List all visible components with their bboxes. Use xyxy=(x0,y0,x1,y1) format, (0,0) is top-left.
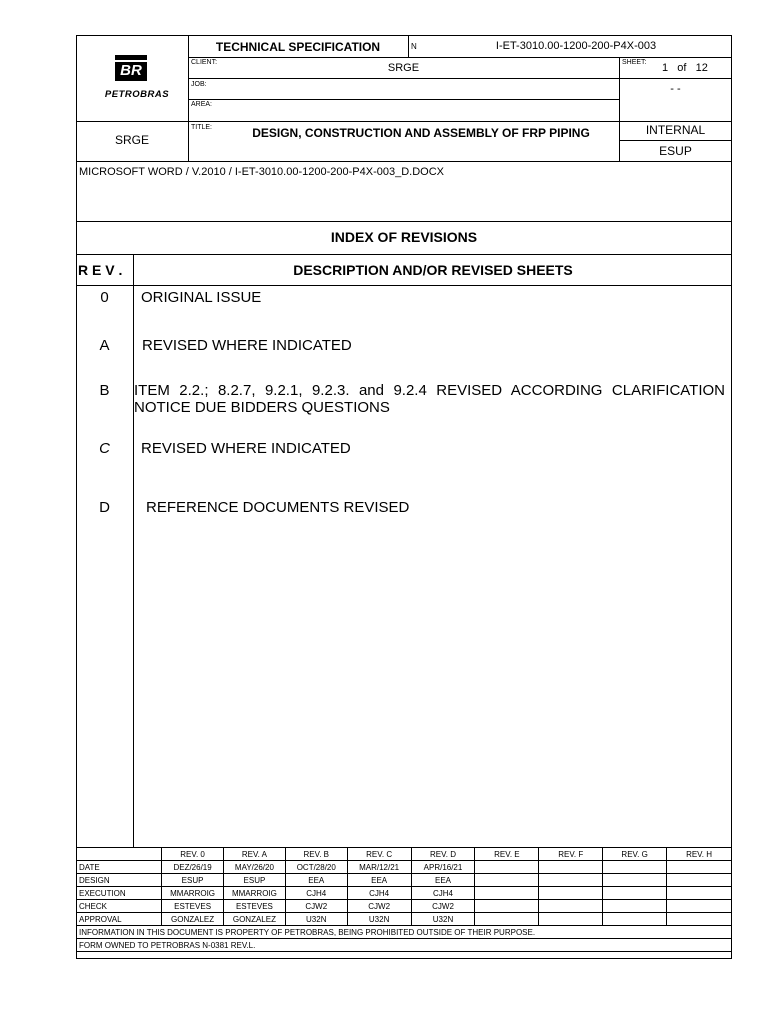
table-cell: CJH4 xyxy=(411,887,475,900)
table-row xyxy=(77,913,732,926)
table-cell: MMARROIG xyxy=(224,887,286,900)
col-rev-c: REV. C xyxy=(347,848,411,861)
table-cell xyxy=(667,887,732,900)
job-label: JOB: xyxy=(191,81,207,88)
rev-code-d: D xyxy=(99,499,110,516)
table-row xyxy=(77,887,732,900)
table-cell xyxy=(603,874,667,887)
table-cell: EEA xyxy=(347,874,411,887)
sheet-label: SHEET: xyxy=(622,59,647,66)
rev-desc-0: ORIGINAL ISSUE xyxy=(141,289,262,306)
table-cell: ESTEVES xyxy=(162,900,224,913)
col-rev-g: REV. G xyxy=(603,848,667,861)
table-cell xyxy=(603,900,667,913)
table-cell xyxy=(475,887,539,900)
rev-code-0: 0 xyxy=(100,289,109,306)
table-cell: DEZ/26/19 xyxy=(162,861,224,874)
classification: INTERNAL xyxy=(645,123,706,137)
area-label: AREA: xyxy=(191,101,213,108)
form-owner-notice: FORM OWNED TO PETROBRAS N-0381 REV.L. xyxy=(77,939,732,952)
row-label: DATE xyxy=(77,861,162,874)
table-cell: GONZALEZ xyxy=(224,913,286,926)
table-cell: ESUP xyxy=(224,874,286,887)
table-cell: MAY/26/20 xyxy=(224,861,286,874)
col-rev-b: REV. B xyxy=(285,848,347,861)
sheet-value: 1 of 12 xyxy=(662,62,708,74)
table-cell: U32N xyxy=(285,913,347,926)
table-cell xyxy=(475,900,539,913)
table-cell xyxy=(667,900,732,913)
table-cell xyxy=(475,861,539,874)
row-label: CHECK xyxy=(77,900,162,913)
row-label: EXECUTION xyxy=(77,887,162,900)
rev-desc-c: REVISED WHERE INDICATED xyxy=(141,440,351,457)
table-cell xyxy=(667,874,732,887)
table-cell xyxy=(475,913,539,926)
client-label: CLIENT: xyxy=(191,59,218,66)
table-cell xyxy=(667,861,732,874)
col-rev-d: REV. D xyxy=(411,848,475,861)
property-notice: INFORMATION IN THIS DOCUMENT IS PROPERTY OF PETROBRAS, BEING PROHIBITED OUTSIDE OF THEIR PURPOSE. xyxy=(77,926,732,939)
rev-code-b: B xyxy=(99,382,110,399)
table-cell: CJH4 xyxy=(285,887,347,900)
table-cell xyxy=(603,887,667,900)
table-cell xyxy=(539,861,603,874)
table-cell xyxy=(539,900,603,913)
table-cell xyxy=(539,887,603,900)
table-cell: OCT/28/20 xyxy=(285,861,347,874)
table-cell xyxy=(603,913,667,926)
table-cell: U32N xyxy=(347,913,411,926)
description-column-header: DESCRIPTION AND/OR REVISED SHEETS xyxy=(293,262,573,278)
table-cell: CJW2 xyxy=(347,900,411,913)
petrobras-logo xyxy=(100,52,174,106)
doc-type: TECHNICAL SPECIFICATION xyxy=(215,40,381,54)
doc-number: I-ET-3010.00-1200-200-P4X-003 xyxy=(495,40,657,52)
document-title: DESIGN, CONSTRUCTION AND ASSEMBLY OF FRP PIPING xyxy=(252,126,590,140)
revision-approval-table xyxy=(76,847,732,952)
index-title: INDEX OF REVISIONS xyxy=(330,229,478,245)
rev-code-c: C xyxy=(99,440,110,457)
table-header-row xyxy=(77,848,732,861)
row-label: APPROVAL xyxy=(77,913,162,926)
left-org: SRGE xyxy=(114,133,149,147)
table-row xyxy=(77,874,732,887)
table-cell xyxy=(539,913,603,926)
title-label: TITLE: xyxy=(191,124,213,131)
job-value: - - xyxy=(670,83,681,95)
table-cell xyxy=(667,913,732,926)
rev-desc-b: ITEM 2.2.; 8.2.7, 9.2.1, 9.2.3. and 9.2.4 REVISED ACCORDING CLARIFICATION NOTICE DUE BIDDERS QUESTIONS xyxy=(134,382,725,416)
table-cell xyxy=(475,874,539,887)
table-cell: APR/16/21 xyxy=(411,861,475,874)
rev-column-header: R E V . xyxy=(78,262,123,278)
rev-desc-d: REFERENCE DOCUMENTS REVISED xyxy=(146,499,410,516)
table-cell: CJW2 xyxy=(411,900,475,913)
footer-row xyxy=(77,939,732,952)
table-cell: GONZALEZ xyxy=(162,913,224,926)
table-cell: EEA xyxy=(285,874,347,887)
table-cell: EEA xyxy=(411,874,475,887)
table-cell: ESUP xyxy=(162,874,224,887)
footer-row xyxy=(77,926,732,939)
table-cell: CJH4 xyxy=(347,887,411,900)
table-cell: MAR/12/21 xyxy=(347,861,411,874)
col-rev-f: REV. F xyxy=(539,848,603,861)
table-cell: CJW2 xyxy=(285,900,347,913)
row-label: DESIGN xyxy=(77,874,162,887)
col-rev-0: REV. 0 xyxy=(162,848,224,861)
table-cell: U32N xyxy=(411,913,475,926)
col-rev-h: REV. H xyxy=(667,848,732,861)
file-info: MICROSOFT WORD / V.2010 / I-ET-3010.00-1200-200-P4X-003_D.DOCX xyxy=(79,166,444,178)
table-cell xyxy=(539,874,603,887)
table-row xyxy=(77,900,732,913)
table-row xyxy=(77,861,732,874)
n-label: N xyxy=(411,42,417,51)
rev-code-a: A xyxy=(99,337,110,354)
client-value: SRGE xyxy=(387,62,420,74)
department: ESUP xyxy=(659,144,692,158)
col-rev-e: REV. E xyxy=(475,848,539,861)
rev-desc-a: REVISED WHERE INDICATED xyxy=(142,337,352,354)
table-cell: MMARROIG xyxy=(162,887,224,900)
br-logo-icon: BR xyxy=(115,55,147,81)
logo-name: PETROBRAS xyxy=(104,89,170,100)
col-rev-a: REV. A xyxy=(224,848,286,861)
table-cell: ESTEVES xyxy=(224,900,286,913)
table-cell xyxy=(603,861,667,874)
